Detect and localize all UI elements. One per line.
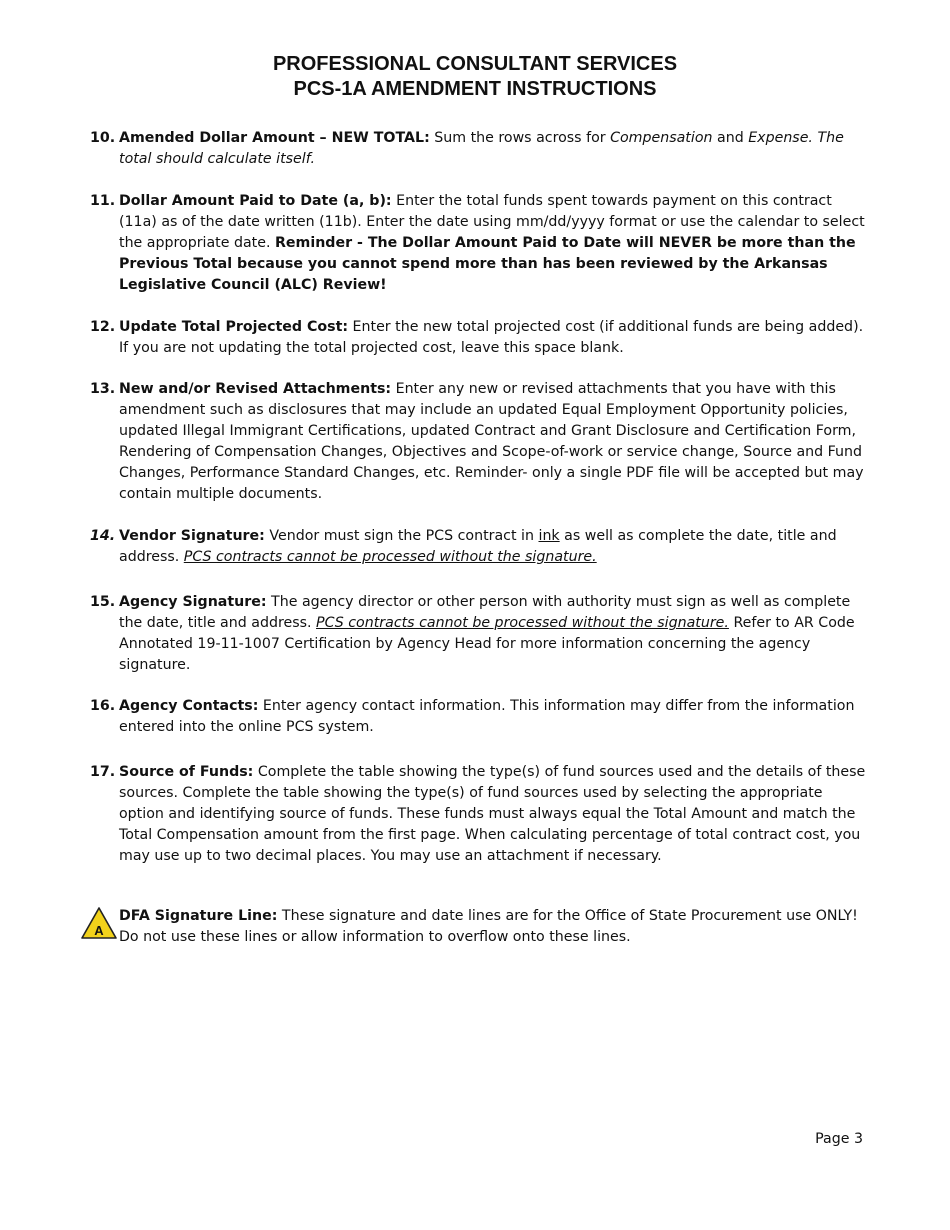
item-body: Vendor must sign the PCS contract in	[264, 528, 539, 544]
item-number: 12.	[90, 319, 116, 335]
item-body: Enter the total funds spent towards payment on this contract (11a) as of the date written (11b). Enter the date using mm/dd/yyyy format or use the calendar to select the appropriate date.	[119, 193, 865, 251]
item-label: Vendor Signature:	[119, 528, 265, 544]
item-body: Enter the new total projected cost (if additional funds are being added). If you are not updating the total projected cost, leave this space blank.	[119, 319, 864, 356]
item-body: Refer to AR Code Annotated 19-11-1007 Certification by Agency Head for more information concerning the agency signature.	[119, 615, 855, 673]
item-reminder: Reminder - The Dollar Amount Paid to Date will NEVER be more than the Previous Total because you cannot spend more than has been reviewed by the Arkansas Legislative Council (ALC) Review!	[119, 235, 856, 293]
item-label: Update Total Projected Cost:	[119, 319, 349, 335]
item-text	[119, 592, 870, 676]
instruction-item-12	[90, 317, 870, 359]
item-body: The agency director or other person with authority must sign as well as complete the date, title and address.	[119, 594, 851, 631]
item-label: Agency Contacts:	[119, 698, 259, 714]
item-number: 14.	[90, 528, 116, 544]
item-text	[119, 762, 870, 867]
instruction-item-13	[90, 379, 870, 505]
instruction-item-16	[90, 696, 870, 738]
instruction-item-11	[90, 191, 870, 296]
item-number: 10.	[90, 130, 116, 146]
item-italic-underlined: PCS contracts cannot be processed without the signature.	[316, 615, 729, 631]
page-title	[0, 52, 950, 102]
dfa-signature-note	[119, 906, 869, 948]
item-body: Sum the rows across for	[429, 130, 611, 146]
item-body: Enter any new or revised attachments that you have with this amendment such as disclosures that may include an updated Equal Employment Opportunity policies, updated Illegal Immigrant Certifications, updated Contract and Grant Disclosure and Certification Form, Rendering of Compensation Changes, Objectives and Scope-of-work or service change, Source and Fund Changes, Performance Standard Changes, etc. Reminder- only a single PDF file will be accepted but may contain multiple documents.	[119, 381, 864, 502]
title-line-2: PCS-1A AMENDMENT INSTRUCTIONS	[293, 78, 657, 100]
instruction-item-15	[90, 592, 870, 676]
item-text	[119, 379, 870, 505]
instruction-item-14	[90, 526, 870, 568]
item-text	[119, 191, 870, 296]
dfa-label: DFA Signature Line:	[119, 908, 278, 924]
title-line-1: PROFESSIONAL CONSULTANT SERVICES	[272, 53, 678, 75]
dfa-text: These signature and date lines are for the Office of State Procurement use ONLY! Do not use these lines or allow information to overflow onto these lines.	[119, 908, 858, 945]
item-body: and	[712, 130, 749, 146]
item-italic: Compensation	[610, 130, 713, 146]
item-text	[119, 128, 870, 170]
item-italic-underlined: PCS contracts cannot be processed without the signature.	[183, 549, 597, 565]
item-number: 11.	[90, 193, 116, 209]
warning-triangle-icon	[80, 906, 118, 940]
item-text	[119, 317, 870, 359]
item-number: 16.	[90, 698, 116, 714]
item-text	[119, 696, 870, 738]
item-number: 15.	[90, 594, 116, 610]
item-underlined: ink	[538, 528, 560, 544]
warning-letter: A	[94, 923, 104, 938]
item-number: 13.	[90, 381, 116, 397]
item-italic: Expense. The total should calculate itself.	[119, 130, 844, 167]
item-body: Enter agency contact information. This information may differ from the information entered into the online PCS system.	[119, 698, 855, 735]
item-text	[119, 526, 870, 568]
item-label: Source of Funds:	[119, 764, 254, 780]
item-label: Agency Signature:	[119, 594, 267, 610]
page-number: Page 3	[815, 1131, 863, 1147]
item-label: Amended Dollar Amount – NEW TOTAL:	[119, 130, 430, 146]
item-body: Complete the table showing the type(s) of fund sources used and the details of these sources. Complete the table showing the type(s) of fund sources used by selecting the appropriate option and identifying source of funds. These funds must always equal the Total Amount and match the Total Compensation amount from the first page. When calculating percentage of total contract cost, you may use up to two decimal places. You may use an attachment if necessary.	[119, 764, 866, 864]
item-body: as well as complete the date, title and address.	[119, 528, 837, 565]
instruction-item-17	[90, 762, 870, 867]
item-label: Dollar Amount Paid to Date (a, b):	[119, 193, 392, 209]
item-label: New and/or Revised Attachments:	[119, 381, 392, 397]
instruction-item-10	[90, 128, 870, 170]
item-number: 17.	[90, 764, 116, 780]
